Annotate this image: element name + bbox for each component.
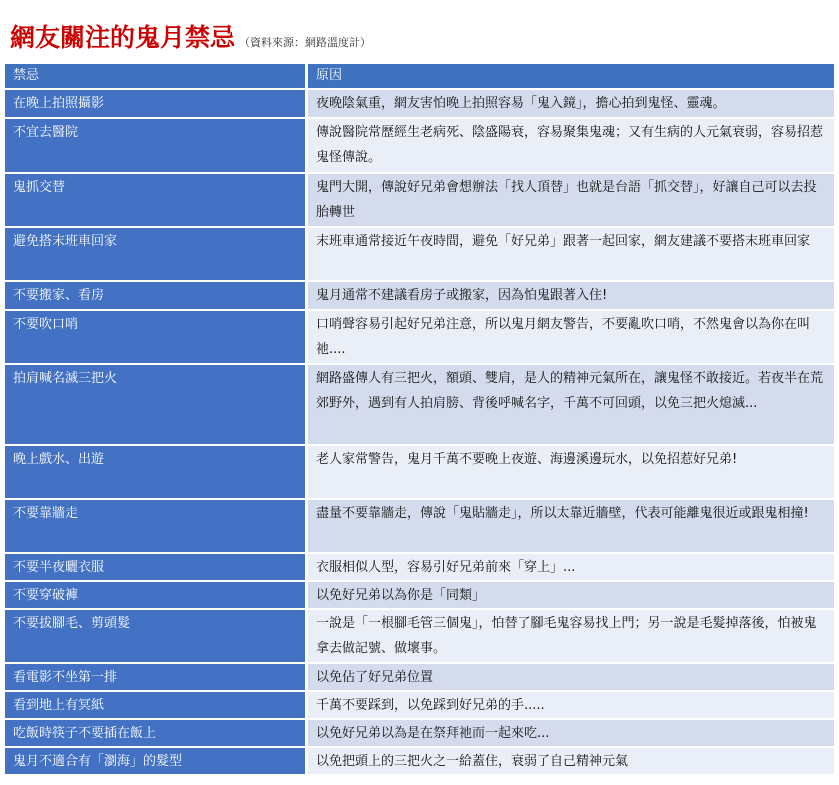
- table-row: [5, 90, 834, 117]
- taboo-cell: 不宜去醫院: [5, 119, 308, 172]
- reason-cell: 傳說醫院常歷經生老病死、陰盛陽衰，容易聚集鬼魂；又有生病的人元氣衰弱，容易招惹鬼怪傳說。: [308, 119, 834, 172]
- table-row: [5, 692, 834, 718]
- reason-cell: 一說是「一根腳毛管三個鬼」，怕替了腳毛鬼容易找上門；另一說是毛髮掉落後，怕被鬼拿去做記號、做壞事。: [308, 610, 834, 662]
- table-row: [5, 610, 834, 662]
- taboo-cell: 在晚上拍照攝影: [5, 90, 308, 117]
- table-row: [5, 228, 834, 280]
- table-row: [5, 664, 834, 690]
- table-row: [5, 119, 834, 172]
- taboo-cell: 鬼抓交替: [5, 174, 308, 226]
- table-row: [5, 554, 834, 580]
- taboo-cell: 看到地上有冥紙: [5, 692, 308, 718]
- reason-cell: 以免好兄弟以為你是「同類」: [308, 582, 834, 608]
- page-title: 網友關注的鬼月禁忌: [10, 23, 236, 52]
- column-header-reason: 原因: [308, 64, 834, 88]
- table-row: [5, 365, 834, 444]
- column-header-taboo: 禁忌: [5, 64, 308, 88]
- source-note: （資料來源：網路溫度計）: [239, 36, 372, 49]
- table-row: [5, 446, 834, 498]
- taboo-cell: 不要半夜曬衣服: [5, 554, 308, 580]
- taboo-cell: 鬼月不適合有「瀏海」的髮型: [5, 748, 308, 774]
- taboo-cell: 不要穿破褲: [5, 582, 308, 608]
- table-row: [5, 720, 834, 746]
- table-row: [5, 500, 834, 552]
- taboo-cell: 不要吹口哨: [5, 311, 308, 363]
- reason-cell: 夜晚陰氣重，網友害怕晚上拍照容易「鬼入鏡」，擔心拍到鬼怪、靈魂。: [308, 90, 834, 117]
- taboo-cell: 不要搬家、看房: [5, 282, 308, 309]
- reason-cell: 以免好兄弟以為是在祭拜祂而一起來吃...: [308, 720, 834, 746]
- table-row: [5, 311, 834, 363]
- reason-cell: 以免佔了好兄弟位置: [308, 664, 834, 690]
- table-row: [5, 748, 834, 774]
- reason-cell: 千萬不要踩到，以免踩到好兄弟的手.....: [308, 692, 834, 718]
- table-row: [5, 174, 834, 226]
- taboo-cell: 拍肩喊名滅三把火: [5, 365, 308, 444]
- reason-cell: 末班車通常接近午夜時間，避免「好兄弟」跟著一起回家，網友建議不要搭末班車回家: [308, 228, 834, 280]
- reason-cell: 鬼月通常不建議看房子或搬家，因為怕鬼跟著入住!: [308, 282, 834, 309]
- reason-cell: 口哨聲容易引起好兄弟注意，所以鬼月網友警告，不要亂吹口哨，不然鬼會以為你在叫祂....: [308, 311, 834, 363]
- taboo-cell: 晚上戲水、出遊: [5, 446, 308, 498]
- taboo-cell: 不要拔腳毛、剪頭髮: [5, 610, 308, 662]
- taboo-cell: 看電影不坐第一排: [5, 664, 308, 690]
- reason-cell: 盡量不要靠牆走，傳說「鬼貼牆走」，所以太靠近牆壁，代表可能離鬼很近或跟鬼相撞!: [308, 500, 834, 552]
- reason-cell: 老人家常警告，鬼月千萬不要晚上夜遊、海邊溪邊玩水，以免招惹好兄弟!: [308, 446, 834, 498]
- reason-cell: 鬼門大開，傳說好兄弟會想辦法「找人頂替」也就是台語「抓交替」，好讓自己可以去投胎轉世: [308, 174, 834, 226]
- header: [10, 18, 371, 52]
- taboo-table: [5, 62, 834, 776]
- reason-cell: 以免把頭上的三把火之一給蓋住，衰弱了自己精神元氣: [308, 748, 834, 774]
- taboo-cell: 吃飯時筷子不要插在飯上: [5, 720, 308, 746]
- table-row: [5, 282, 834, 309]
- taboo-cell: 避免搭末班車回家: [5, 228, 308, 280]
- table-row: [5, 582, 834, 608]
- reason-cell: 網路盛傳人有三把火，額頭、雙肩，是人的精神元氣所在，讓鬼怪不敢接近。若夜半在荒郊野外，遇到有人拍肩膀、背後呼喊名字，千萬不可回頭，以免三把火熄滅...: [308, 365, 834, 444]
- taboo-cell: 不要靠牆走: [5, 500, 308, 552]
- reason-cell: 衣服相似人型，容易引好兄弟前來「穿上」...: [308, 554, 834, 580]
- table-header-row: [5, 64, 834, 88]
